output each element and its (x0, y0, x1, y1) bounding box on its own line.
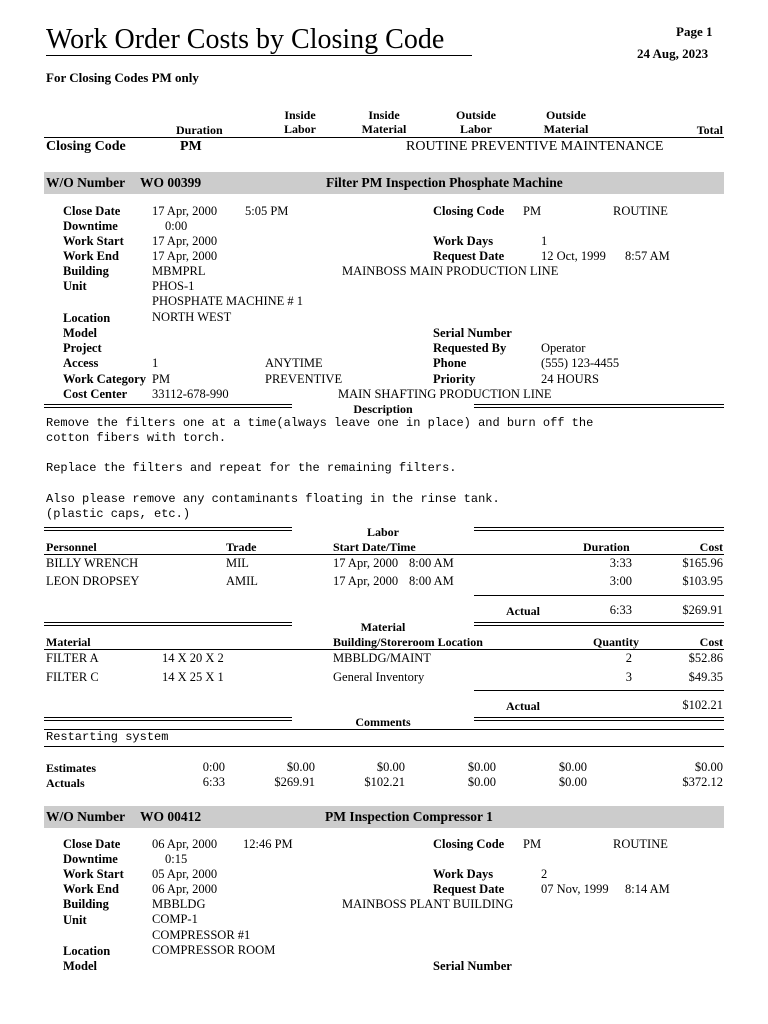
comments-rule-right (474, 717, 724, 721)
downtime-label: Downtime (63, 852, 118, 866)
unit: PHOS-1 (152, 279, 195, 293)
close-time: 5:05 PM (245, 204, 289, 218)
labor-duration: 3:00 (609, 574, 632, 588)
actuals-total: $372.12 (682, 775, 723, 789)
closing-code-field-label: Closing Code (433, 204, 505, 218)
labor-actual-duration: 6:33 (609, 603, 632, 617)
col-total: Total (696, 123, 723, 137)
request-time: 8:57 AM (625, 249, 670, 263)
description-line: cotton fibers with torch. (46, 431, 227, 445)
downtime: 0:00 (165, 219, 188, 233)
labor-name: LEON DROPSEY (46, 574, 140, 588)
material-col: Material (46, 635, 91, 649)
cost-center-label: Cost Center (63, 387, 128, 401)
col-outside-material: Outside Material (543, 108, 589, 136)
close-date-label: Close Date (63, 204, 121, 218)
labor-actual-rule (474, 595, 724, 596)
material-size: 14 X 20 X 2 (162, 651, 224, 665)
request-date-label: Request Date (433, 249, 505, 263)
closing-code-desc: ROUTINE PREVENTIVE MAINTENANCE (406, 139, 664, 154)
material-qty: 2 (625, 651, 632, 665)
actuals-inside-labor: $269.91 (274, 775, 315, 789)
work-end-label: Work End (63, 249, 119, 263)
estimates-duration: 0:00 (202, 760, 225, 774)
material-cost-col: Cost (699, 635, 723, 649)
report-subtitle: For Closing Codes PM only (46, 70, 199, 85)
material-name: FILTER C (46, 670, 99, 684)
labor-rule-left (44, 527, 292, 531)
labor-heading: Labor (366, 525, 399, 539)
storeroom-col: Building/Storeroom Location (333, 635, 483, 649)
work-start: 17 Apr, 2000 (152, 234, 218, 248)
work-category-desc: PREVENTIVE (265, 372, 343, 386)
unit: COMP-1 (152, 912, 198, 926)
title-underline (46, 55, 472, 56)
wo-title: PM Inspection Compressor 1 (325, 809, 493, 824)
unit-label: Unit (63, 279, 87, 293)
description-line: Remove the filters one at a time(always leave one in place) and burn off the (46, 416, 594, 430)
phone-label: Phone (433, 356, 467, 370)
building-desc: MAINBOSS MAIN PRODUCTION LINE (342, 264, 559, 278)
serial-number-label: Serial Number (433, 326, 512, 340)
estimates-outside-material: $0.00 (558, 760, 587, 774)
close-date: 17 Apr, 2000 (152, 204, 218, 218)
labor-time: 8:00 AM (409, 574, 454, 588)
priority: 24 HOURS (541, 372, 599, 386)
wo-number-label: W/O Number (46, 175, 126, 190)
labor-duration: 3:33 (609, 556, 632, 570)
col-inside-material: Inside Material (361, 108, 407, 136)
close-date: 06 Apr, 2000 (152, 837, 218, 851)
material-rule-left (44, 622, 292, 626)
labor-cost: $165.96 (682, 556, 723, 570)
material-qty: 3 (625, 670, 632, 684)
estimates-outside-labor: $0.00 (467, 760, 496, 774)
request-time: 8:14 AM (625, 882, 670, 896)
work-start-label: Work Start (63, 867, 124, 881)
material-actual-label: Actual (506, 699, 540, 713)
material-actual-cost: $102.21 (682, 698, 723, 712)
building-label: Building (63, 897, 109, 911)
personnel-col: Personnel (46, 540, 97, 554)
description-rule-right (474, 404, 724, 408)
material-actual-rule (474, 690, 724, 691)
actuals-outside-labor: $0.00 (467, 775, 496, 789)
estimates-label: Estimates (46, 761, 96, 775)
labor-date: 17 Apr, 2000 (333, 556, 399, 570)
material-heading: Material (360, 620, 406, 634)
wo-number: WO 00412 (140, 809, 202, 824)
description-line: (plastic caps, etc.) (46, 507, 191, 521)
access-desc: ANYTIME (265, 356, 323, 370)
work-category: PM (152, 372, 171, 386)
labor-rule-right (474, 527, 724, 531)
estimates-inside-labor: $0.00 (286, 760, 315, 774)
description-line: Also please remove any contaminants floating in the rinse tank. (46, 492, 500, 506)
phone: (555) 123-4455 (541, 356, 620, 370)
unit-label: Unit (63, 913, 87, 927)
labor-header-rule (44, 554, 724, 555)
close-date-label: Close Date (63, 837, 121, 851)
access: 1 (152, 356, 159, 370)
closing-code-value: PM (180, 139, 202, 154)
material-location: General Inventory (333, 670, 425, 684)
col-duration: Duration (176, 123, 223, 137)
description-heading: Description (353, 402, 413, 416)
model-label: Model (63, 326, 98, 340)
location-label: Location (63, 311, 111, 325)
work-end-label: Work End (63, 882, 119, 896)
page-number: Page 1 (676, 24, 713, 39)
request-date: 07 Nov, 1999 (541, 882, 609, 896)
description-rule-left (44, 404, 292, 408)
comments-bottom-rule (44, 746, 724, 747)
labor-date: 17 Apr, 2000 (333, 574, 399, 588)
start-col: Start Date/Time (333, 540, 416, 554)
col-inside-labor: Inside Labor (283, 108, 316, 136)
estimates-inside-material: $0.00 (376, 760, 405, 774)
work-days-label: Work Days (433, 867, 494, 881)
actuals-duration: 6:33 (202, 775, 225, 789)
material-cost: $52.86 (688, 651, 723, 665)
closing-code-field: PM (523, 204, 542, 218)
work-category-label: Work Category (63, 372, 146, 386)
labor-name: BILLY WRENCH (46, 556, 139, 570)
unit-desc: COMPRESSOR #1 (152, 928, 251, 942)
location: COMPRESSOR ROOM (152, 943, 276, 957)
comments-text: Restarting system (46, 730, 169, 744)
cost-center-desc: MAIN SHAFTING PRODUCTION LINE (338, 387, 552, 401)
closing-code-field-desc: ROUTINE (613, 837, 668, 851)
work-days-label: Work Days (433, 234, 494, 248)
building: MBMPRL (152, 264, 206, 278)
labor-actual-cost: $269.91 (682, 603, 723, 617)
report-date: 24 Aug, 2023 (637, 46, 709, 61)
material-name: FILTER A (46, 651, 99, 665)
priority-label: Priority (433, 372, 476, 386)
request-date-label: Request Date (433, 882, 505, 896)
closing-code-label: Closing Code (46, 139, 126, 154)
labor-trade: MIL (226, 556, 249, 570)
building-label: Building (63, 264, 109, 278)
model-label: Model (63, 959, 98, 973)
request-date: 12 Oct, 1999 (541, 249, 606, 263)
material-location: MBBLDG/MAINT (333, 651, 431, 665)
material-cost: $49.35 (688, 670, 723, 684)
close-time: 12:46 PM (243, 837, 293, 851)
actuals-inside-material: $102.21 (364, 775, 405, 789)
material-size: 14 X 25 X 1 (162, 670, 224, 684)
work-days: 2 (541, 867, 548, 881)
work-start: 05 Apr, 2000 (152, 867, 218, 881)
requested-by: Operator (541, 341, 586, 355)
closing-code-field: PM (523, 837, 542, 851)
closing-code-field-label: Closing Code (433, 837, 505, 851)
unit-desc: PHOSPHATE MACHINE # 1 (152, 294, 304, 308)
wo-title: Filter PM Inspection Phosphate Machine (326, 175, 563, 190)
building: MBBLDG (152, 897, 206, 911)
trade-col: Trade (226, 540, 257, 554)
project-label: Project (63, 341, 102, 355)
material-rule-right (474, 622, 724, 626)
comments-rule-left (44, 717, 292, 721)
header-rule (44, 137, 724, 138)
work-start-label: Work Start (63, 234, 124, 248)
actuals-outside-material: $0.00 (558, 775, 587, 789)
material-header-rule (44, 649, 724, 650)
report-title: Work Order Costs by Closing Code (46, 24, 445, 55)
labor-actual-label: Actual (506, 604, 540, 618)
work-end: 17 Apr, 2000 (152, 249, 218, 263)
closing-code-field-desc: ROUTINE (613, 204, 668, 218)
labor-cost-col: Cost (699, 540, 723, 554)
cost-center: 33112-678-990 (152, 387, 229, 401)
wo-number-label: W/O Number (46, 809, 126, 824)
work-end: 06 Apr, 2000 (152, 882, 218, 896)
work-days: 1 (541, 234, 548, 248)
duration-col: Duration (583, 540, 630, 554)
access-label: Access (63, 356, 99, 370)
estimates-total: $0.00 (694, 760, 723, 774)
downtime: 0:15 (165, 852, 188, 866)
location-label: Location (63, 944, 111, 958)
actuals-label: Actuals (46, 776, 85, 790)
description-line: Replace the filters and repeat for the remaining filters. (46, 461, 457, 475)
labor-cost: $103.95 (682, 574, 723, 588)
quantity-col: Quantity (593, 635, 640, 649)
comments-heading: Comments (355, 715, 411, 729)
location: NORTH WEST (152, 310, 232, 324)
downtime-label: Downtime (63, 219, 118, 233)
labor-trade: AMIL (226, 574, 258, 588)
labor-time: 8:00 AM (409, 556, 454, 570)
building-desc: MAINBOSS PLANT BUILDING (342, 897, 514, 911)
requested-by-label: Requested By (433, 341, 507, 355)
serial-number-label: Serial Number (433, 959, 512, 973)
col-outside-labor: Outside Labor (455, 108, 496, 136)
wo-number: WO 00399 (140, 175, 202, 190)
